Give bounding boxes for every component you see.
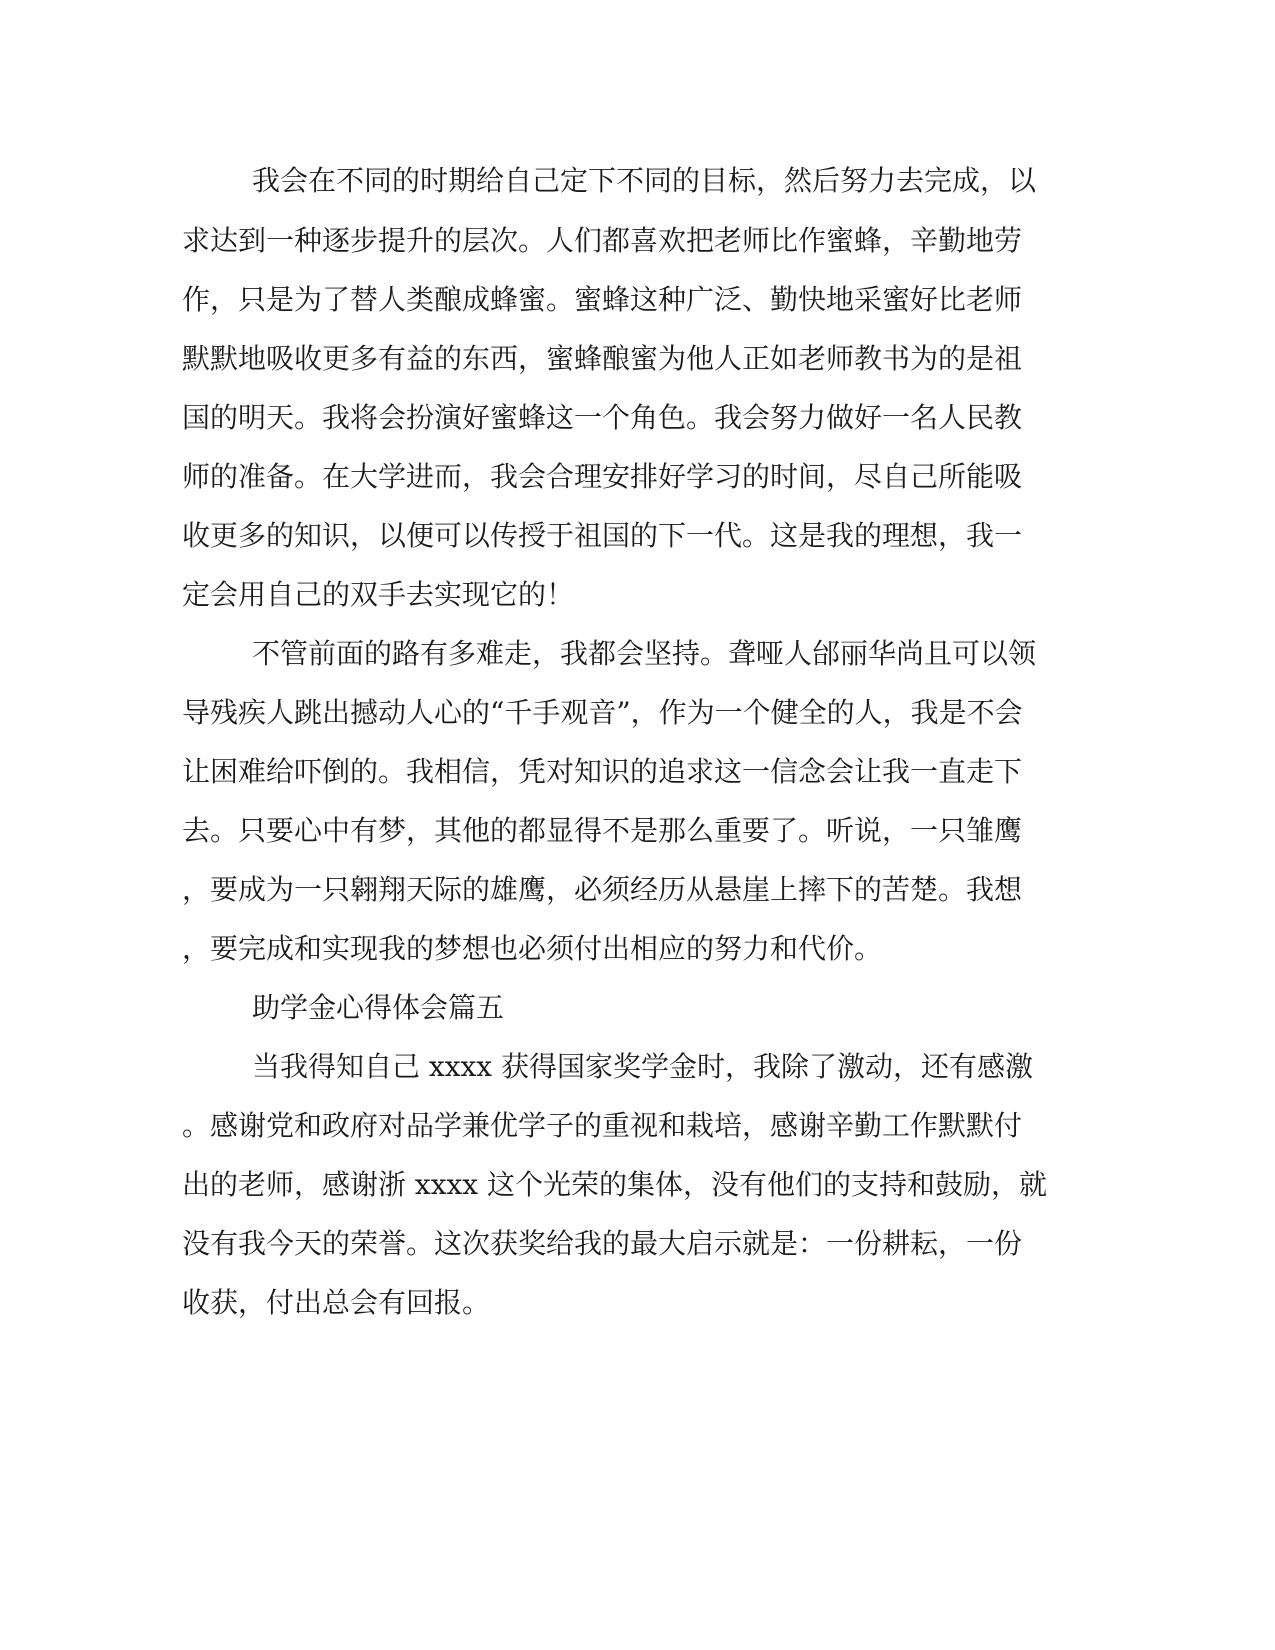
paragraph-1-line-8: 定会用自己的双手去实现它的！ xyxy=(182,578,575,611)
paragraph-3-line-2: 。感谢党和政府对品学兼优学子的重视和栽培，感谢辛勤工作默默付 xyxy=(182,1109,1023,1142)
paragraph-1-line-6: 师的准备。在大学进而，我会合理安排好学习的时间，尽自己所能吸 xyxy=(182,460,1023,493)
paragraph-2-line-5: ，要成为一只翱翔天际的雄鹰，必须经历从悬崖上摔下的苦楚。我想 xyxy=(182,873,1023,906)
paragraph-2-line-6: ，要完成和实现我的梦想也必须付出相应的努力和代价。 xyxy=(182,932,883,965)
paragraph-3-line-1: 当我得知自己 xxxx 获得国家奖学金时，我除了激动，还有感激 xyxy=(252,1050,1033,1083)
paragraph-2-line-3: 让困难给吓倒的。我相信，凭对知识的追求这一信念会让我一直走下 xyxy=(182,755,1023,788)
paragraph-3-line-4: 没有我今天的荣誉。这次获奖给我的最大启示就是：一份耕耘，一份 xyxy=(182,1227,1023,1260)
paragraph-2-line-2: 导残疾人跳出撼动人心的“千手观音”，作为一个健全的人，我是不会 xyxy=(182,696,1023,729)
paragraph-1-line-1: 我会在不同的时期给自己定下不同的目标，然后努力去完成，以 xyxy=(252,164,1037,197)
paragraph-3-line-3: 出的老师，感谢浙 xxxx 这个光荣的集体，没有他们的支持和鼓励，就 xyxy=(182,1168,1047,1201)
paragraph-2-line-1: 不管前面的路有多难走，我都会坚持。聋哑人邰丽华尚且可以领 xyxy=(252,637,1037,670)
paragraph-1-line-3: 作，只是为了替人类酿成蜂蜜。蜜蜂这种广泛、勤快地采蜜好比老师 xyxy=(182,283,1023,316)
paragraph-1-line-4: 默默地吸收更多有益的东西，蜜蜂酿蜜为他人正如老师教书为的是祖 xyxy=(182,342,1023,375)
paragraph-1-line-5: 国的明天。我将会扮演好蜜蜂这一个角色。我会努力做好一名人民教 xyxy=(182,401,1023,434)
paragraph-1-line-7: 收更多的知识，以便可以传授于祖国的下一代。这是我的理想，我一 xyxy=(182,519,1023,552)
paragraph-1-line-2: 求达到一种逐步提升的层次。人们都喜欢把老师比作蜜蜂，辛勤地劳 xyxy=(182,224,1023,257)
paragraph-2-line-4: 去。只要心中有梦，其他的都显得不是那么重要了。听说，一只雏鹰 xyxy=(182,814,1023,847)
paragraph-3-line-5: 收获，付出总会有回报。 xyxy=(182,1286,491,1319)
section-heading: 助学金心得体会篇五 xyxy=(252,991,505,1024)
